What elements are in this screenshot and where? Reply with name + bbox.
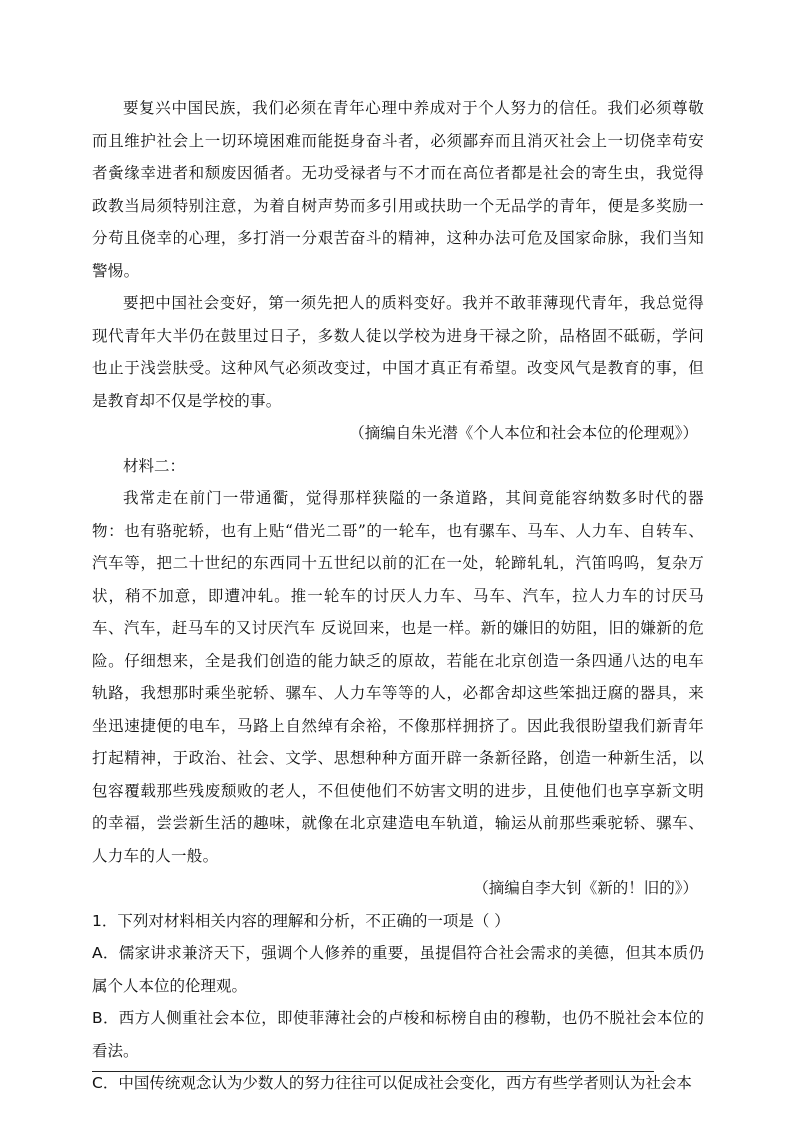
footer-divider [92, 1071, 654, 1072]
question-option-b: B．西方人侧重社会本位，即使菲薄社会的卢梭和标榜自由的穆勒，也仍不脱社会本位的看法。 [92, 1009, 704, 1060]
material-one-source: （摘编自朱光潜《个人本位和社会本位的伦理观》） [349, 424, 698, 442]
material-two-label: 材料二： [123, 456, 186, 475]
material-one-paragraph-2: 要把中国社会变好，第一须先把人的质料变好。我并不敢菲薄现代青年，我总觉得现代青年大半仍在鼓里过日子，多数人徒以学校为进身干禄之阶，品格固不砥砺，学问也止于浅尝肤受。这种风气必须改变过，中国才真正有希望。改变风气是教育的事，但是教育却不仅是学校的事。 [92, 294, 704, 410]
question-stem: 1．下列对材料相关内容的理解和分析，不正确的一项是（ ） [92, 911, 510, 930]
question-option-c: C．中国传统观念认为少数人的努力往往可以促成社会变化，西方有些学者则认为社会本 [92, 1074, 692, 1092]
question-option-a: A．儒家讲求兼济天下，强调个人修养的重要，虽提倡符合社会需求的美德，但其本质仍属个人本位的伦理观。 [92, 944, 704, 995]
material-two-paragraph: 我常走在前门一带通衢，觉得那样狭隘的一条道路，其间竟能容纳数多时代的器物：也有骆驼轿，也有上贴“借光二哥”的一轮车，也有骡车、马车、人力车、自转车、汽车等，把二十世纪的东西同十五世纪以前的汇在一处，轮蹄轧轧，汽笛呜呜，复杂万状，稍不加意，即遭冲轧。推一轮车的讨厌人力车、马车、汽车，拉人力车的讨厌马车、汽车，赶马车的又讨厌汽车 反说回来，也是一样。新的嫌旧的妨阻，旧的嫌新的危险。仔细想来，全是我们创造的能力缺乏的原故，若能在北京创造一条四通八达的电车轨路，我想那时乘坐驼轿、骡车、人力车等等的人，必都舍却这些笨拙迂腐的器具，来坐迅速捷便的电车，马路上自然绰有余裕，不像那样拥挤了。因此我很盼望我们新青年打起精神，于政治、社会、文学、思想种种方面开辟一条新径路，创造一种新生活，以包容覆载那些残废颓败的老人，不但使他们不妨害文明的进步，且使他们也享享新文明的幸福，尝尝新生活的趣味，就像在北京建造电车轨道，输运从前那些乘驼轿、骡车、人力车的人一般。 [92, 489, 704, 865]
material-one-paragraph-1: 要复兴中国民族，我们必须在青年心理中养成对于个人努力的信任。我们必须尊敬而且维护社会上一切环境困难而能挺身奋斗者，必须鄙弃而且消灭社会上一切侥幸苟安者夤缘幸进者和颓废因循者。无功受禄者与不才而在高位者都是社会的寄生虫，我觉得政教当局须特别注意，为着自树声势而多引用或扶助一个无品学的青年，便是多奖励一分苟且侥幸的心理，多打消一分艰苦奋斗的精神，这种办法可危及国家命脉，我们当知警惕。 [92, 99, 704, 280]
material-two-source: （摘编自李大钊《新的！旧的》） [473, 879, 698, 897]
document-body [92, 92, 704, 1100]
